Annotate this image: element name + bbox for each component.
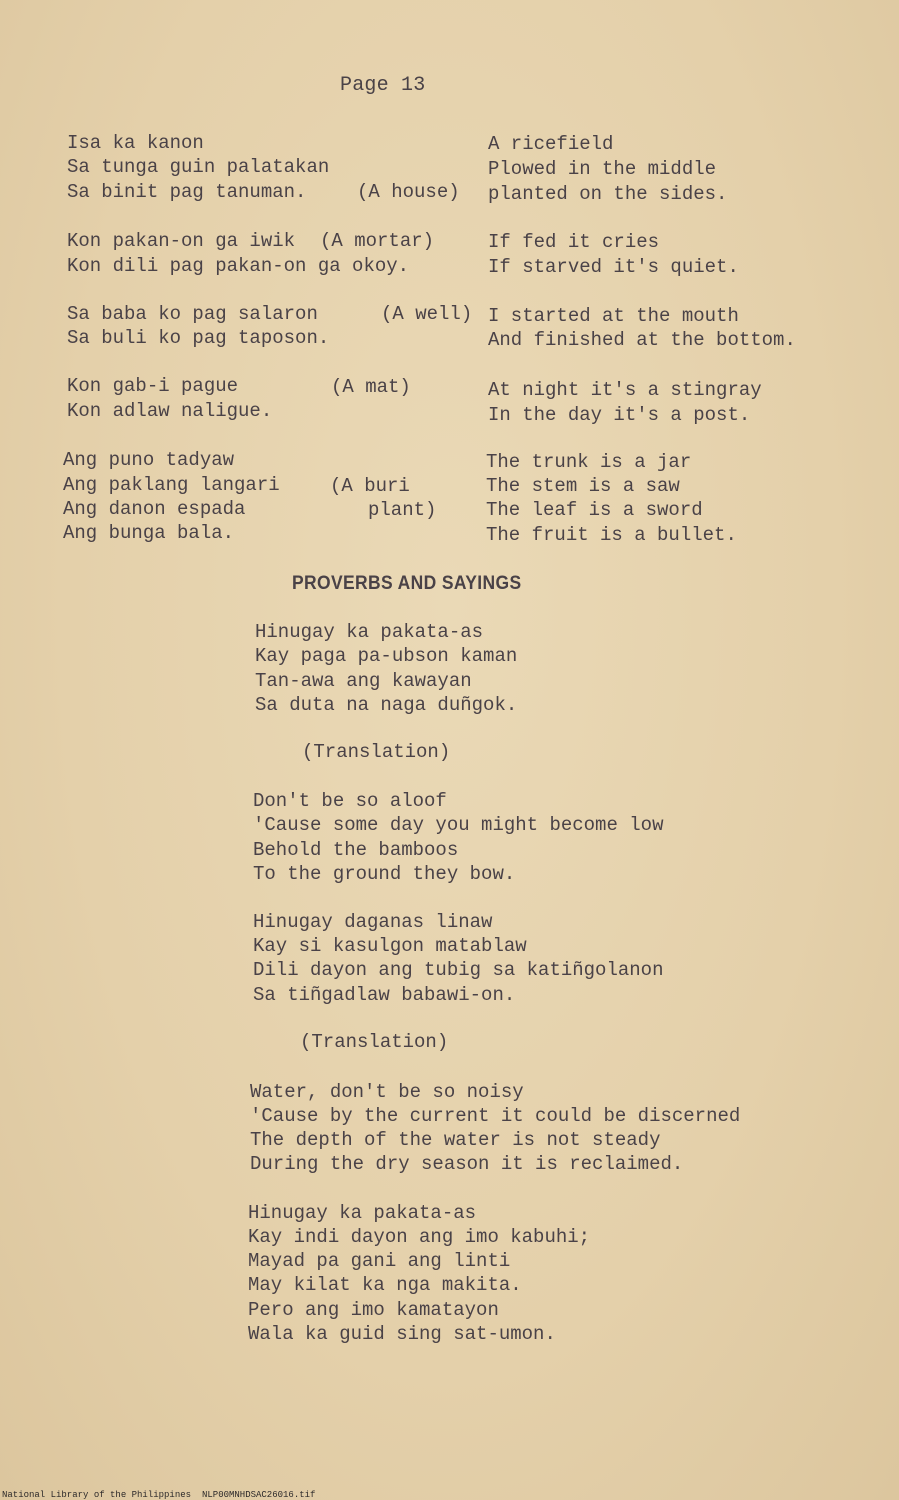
- proverb-line: Hinugay ka pakata-as: [248, 1202, 477, 1224]
- riddle-english-line: planted on the sides.: [488, 183, 728, 205]
- translation-line: Water, don't be so noisy: [250, 1081, 524, 1103]
- proverb-line: Sa duta na naga duñgok.: [255, 694, 518, 716]
- riddle-native-line: Ang paklang langari: [63, 474, 280, 496]
- riddle-english-line: And finished at the bottom.: [488, 329, 796, 351]
- riddle-english-line: The fruit is a bullet.: [486, 524, 737, 546]
- proverb-line: Pero ang imo kamatayon: [248, 1299, 499, 1321]
- proverb-line: Tan-awa ang kawayan: [255, 670, 472, 692]
- translation-label: (Translation): [302, 741, 451, 763]
- riddle-english-line: I started at the mouth: [488, 305, 739, 327]
- riddle-english-line: The leaf is a sword: [486, 499, 703, 521]
- riddle-native-line: Kon gab-i pague: [67, 375, 239, 397]
- riddle-native-line: Isa ka kanon: [67, 132, 204, 154]
- riddle-answer: (A mat): [331, 376, 411, 398]
- riddle-native-line: Ang danon espada: [63, 498, 246, 520]
- riddle-answer: (A buri: [330, 475, 410, 497]
- riddle-english-line: In the day it's a post.: [488, 404, 751, 426]
- translation-line: The depth of the water is not steady: [250, 1129, 661, 1151]
- translation-line: Behold the bamboos: [253, 839, 459, 861]
- riddle-native-line: Kon pakan-on ga iwik: [67, 230, 296, 252]
- proverb-line: Dili dayon ang tubig sa katiñgolanon: [253, 959, 664, 981]
- proverb-line: Hinugay daganas linaw: [253, 911, 493, 933]
- page-title: Page 13: [340, 74, 426, 97]
- riddle-english-line: The stem is a saw: [486, 475, 680, 497]
- riddle-answer: (A well): [381, 303, 473, 325]
- riddle-english-line: If fed it cries: [488, 231, 660, 253]
- riddle-answer: plant): [368, 499, 437, 521]
- translation-line: Don't be so aloof: [253, 790, 447, 812]
- proverb-line: Mayad pa gani ang linti: [248, 1250, 511, 1272]
- translation-line: To the ground they bow.: [253, 863, 516, 885]
- proverb-line: Wala ka guid sing sat-umon.: [248, 1323, 556, 1345]
- riddle-english-line: A ricefield: [488, 133, 614, 155]
- riddle-native-line: Sa baba ko pag salaron: [67, 303, 318, 325]
- proverb-line: May kilat ka nga makita.: [248, 1274, 522, 1296]
- riddle-english-line: If starved it's quiet.: [488, 256, 739, 278]
- section-heading: PROVERBS AND SAYINGS: [292, 573, 522, 594]
- riddle-native-line: Kon adlaw naligue.: [67, 400, 273, 422]
- proverb-line: Kay paga pa-ubson kaman: [255, 645, 518, 667]
- translation-line: During the dry season it is reclaimed.: [250, 1153, 684, 1175]
- proverb-line: Kay indi dayon ang imo kabuhi;: [248, 1226, 591, 1248]
- riddle-english-line: The trunk is a jar: [486, 451, 692, 473]
- footer-filename: NLP00MNHDSAC26016.tif: [202, 1490, 316, 1500]
- riddle-english-line: At night it's a stingray: [488, 379, 762, 401]
- riddle-native-line: Ang bunga bala.: [63, 522, 235, 544]
- riddle-native-line: Ang puno tadyaw: [63, 449, 235, 471]
- riddle-native-line: Sa buli ko pag taposon.: [67, 327, 330, 349]
- riddle-answer: (A house): [357, 181, 460, 203]
- footer-source: National Library of the Philippines: [2, 1490, 192, 1500]
- proverb-line: Sa tiñgadlaw babawi-on.: [253, 984, 516, 1006]
- proverb-line: Kay si kasulgon matablaw: [253, 935, 527, 957]
- translation-label: (Translation): [300, 1031, 449, 1053]
- riddle-answer: (A mortar): [320, 230, 435, 252]
- translation-line: 'Cause by the current it could be discerned: [250, 1105, 741, 1127]
- riddle-native-line: Kon dili pag pakan-on ga okoy.: [67, 255, 410, 277]
- proverb-line: Hinugay ka pakata-as: [255, 621, 484, 643]
- riddle-english-line: Plowed in the middle: [488, 158, 717, 180]
- riddle-native-line: Sa tunga guin palatakan: [67, 156, 330, 178]
- translation-line: 'Cause some day you might become low: [253, 814, 664, 836]
- riddle-native-line: Sa binit pag tanuman.: [67, 181, 307, 203]
